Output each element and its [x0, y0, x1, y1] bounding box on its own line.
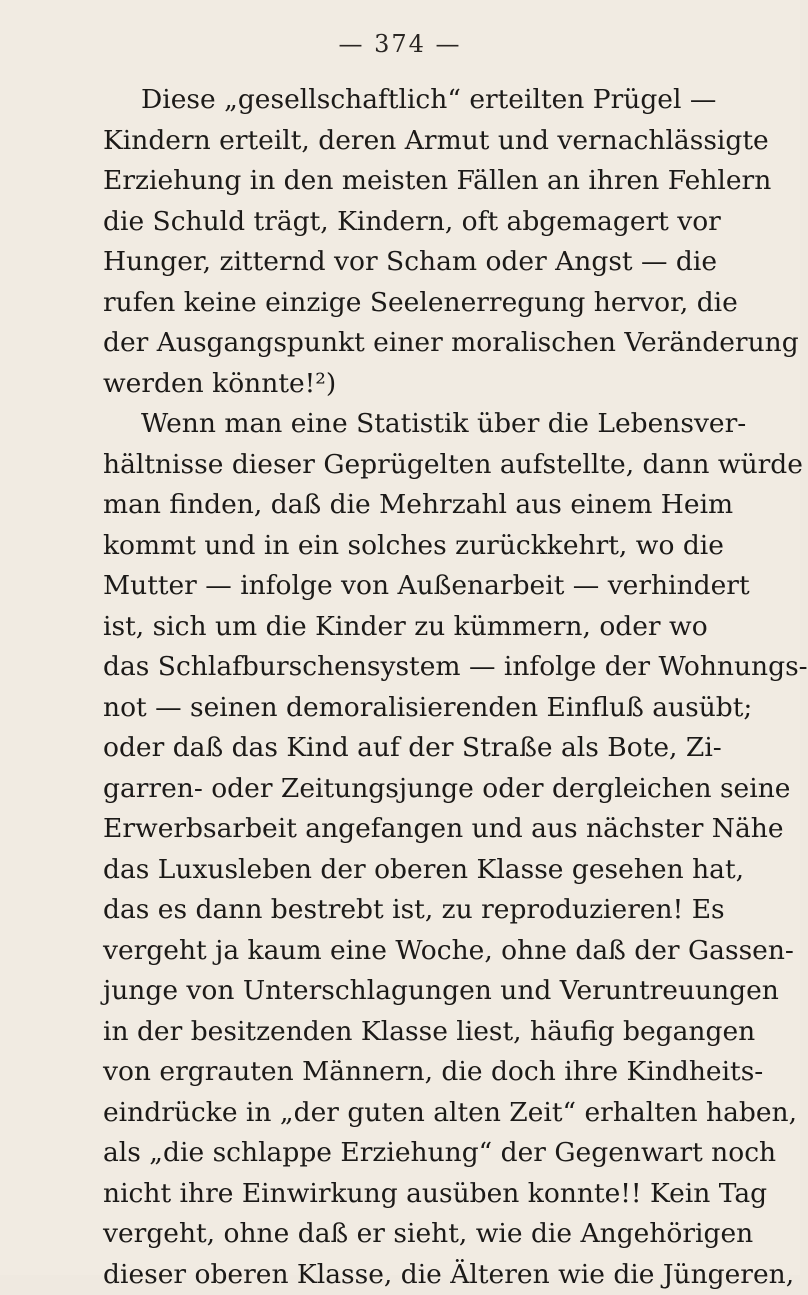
text-line: Mutter — infolge von Außenarbeit — verhindert	[103, 566, 703, 607]
text-line: das Schlafburschensystem — infolge der Wohnungs-	[103, 647, 703, 688]
body-text	[103, 80, 703, 1295]
text-line: in der besitzenden Klasse liest, häufig begangen	[103, 1012, 703, 1053]
text-line: Wenn man eine Statistik über die Lebensver-	[103, 404, 703, 445]
text-line: Hunger, zitternd vor Scham oder Angst — die	[103, 242, 703, 283]
text-line: Diese „gesellschaftlich“ erteilten Prügel —	[103, 80, 703, 121]
text-line: vergeht ja kaum eine Woche, ohne daß der Gassen-	[103, 931, 703, 972]
text-line: von ergrauten Männern, die doch ihre Kindheits-	[103, 1052, 703, 1093]
page-number: — 374 —	[0, 30, 800, 58]
text-line: der Ausgangspunkt einer moralischen Veränderung	[103, 323, 703, 364]
text-line: ist, sich um die Kinder zu kümmern, oder wo	[103, 607, 703, 648]
text-line: das es dann bestrebt ist, zu reproduzieren! Es	[103, 890, 703, 931]
text-line: die Schuld trägt, Kindern, oft abgemagert vor	[103, 202, 703, 243]
text-line: werden könnte!²)	[103, 364, 703, 405]
text-line: not — seinen demoralisierenden Einfluß ausübt;	[103, 688, 703, 729]
text-line: Kindern erteilt, deren Armut und vernachlässigte	[103, 121, 703, 162]
text-line: kommt und in ein solches zurückkehrt, wo die	[103, 526, 703, 567]
text-line: rufen keine einzige Seelenerregung hervor, die	[103, 283, 703, 324]
text-line: junge von Unterschlagungen und Veruntreuungen	[103, 971, 703, 1012]
text-line: dieser oberen Klasse, die Älteren wie die Jüngeren,	[103, 1255, 703, 1295]
text-line: man finden, daß die Mehrzahl aus einem Heim	[103, 485, 703, 526]
text-line: eindrücke in „der guten alten Zeit“ erhalten haben,	[103, 1093, 703, 1134]
text-line: als „die schlappe Erziehung“ der Gegenwart noch	[103, 1133, 703, 1174]
text-line: oder daß das Kind auf der Straße als Bote, Zi-	[103, 728, 703, 769]
text-line: garren- oder Zeitungsjunge oder dergleichen seine	[103, 769, 703, 810]
text-line: Erwerbsarbeit angefangen und aus nächster Nähe	[103, 809, 703, 850]
text-line: nicht ihre Einwirkung ausüben konnte!! Kein Tag	[103, 1174, 703, 1215]
text-line: Erziehung in den meisten Fällen an ihren Fehlern	[103, 161, 703, 202]
text-line: hältnisse dieser Geprügelten aufstellte, dann würde	[103, 445, 703, 486]
text-line: vergeht, ohne daß er sieht, wie die Angehörigen	[103, 1214, 703, 1255]
text-line: das Luxusleben der oberen Klasse gesehen hat,	[103, 850, 703, 891]
